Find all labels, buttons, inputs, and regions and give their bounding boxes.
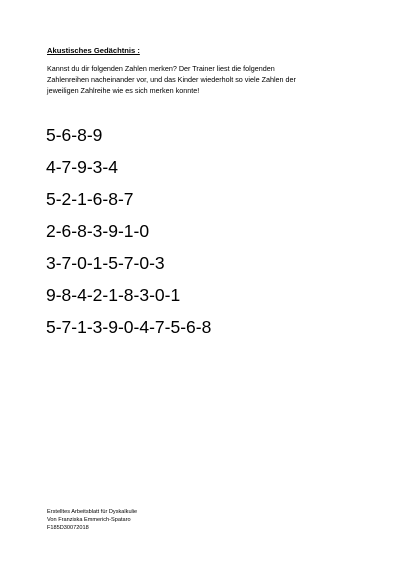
number-sequence-list — [46, 124, 211, 348]
worksheet-heading: Akustisches Gedächtnis : — [47, 46, 140, 55]
instructions-line: Zahlenreihen nacheinander vor, und das Kinder wiederholt so viele Zahlen der — [47, 75, 296, 84]
footer-line: F185D30072018 — [47, 525, 89, 531]
number-sequence: 9-8-4-2-1-8-3-0-1 — [46, 285, 181, 305]
number-sequence: 5-7-1-3-9-0-4-7-5-6-8 — [46, 317, 212, 337]
number-sequence: 5-2-1-6-8-7 — [46, 189, 134, 209]
instructions-paragraph — [47, 63, 362, 96]
footer-line: Erstelltes Arbeitsblatt für Dyskalkulie — [47, 509, 138, 515]
instructions-line: Kannst du dir folgenden Zahlen merken? Der Trainer liest die folgenden — [47, 64, 275, 73]
number-sequence: 2-6-8-3-9-1-0 — [46, 221, 150, 241]
footer-line: Von Franziska Emmerich-Spataro — [47, 517, 131, 523]
number-sequence: 5-6-8-9 — [46, 125, 103, 145]
number-sequence: 3-7-0-1-5-7-0-3 — [46, 253, 165, 273]
number-sequence: 4-7-9-3-4 — [46, 157, 118, 177]
instructions-line: jeweiligen Zahlreihe wie es sich merken konnte! — [47, 86, 200, 95]
worksheet-footer — [47, 508, 137, 532]
